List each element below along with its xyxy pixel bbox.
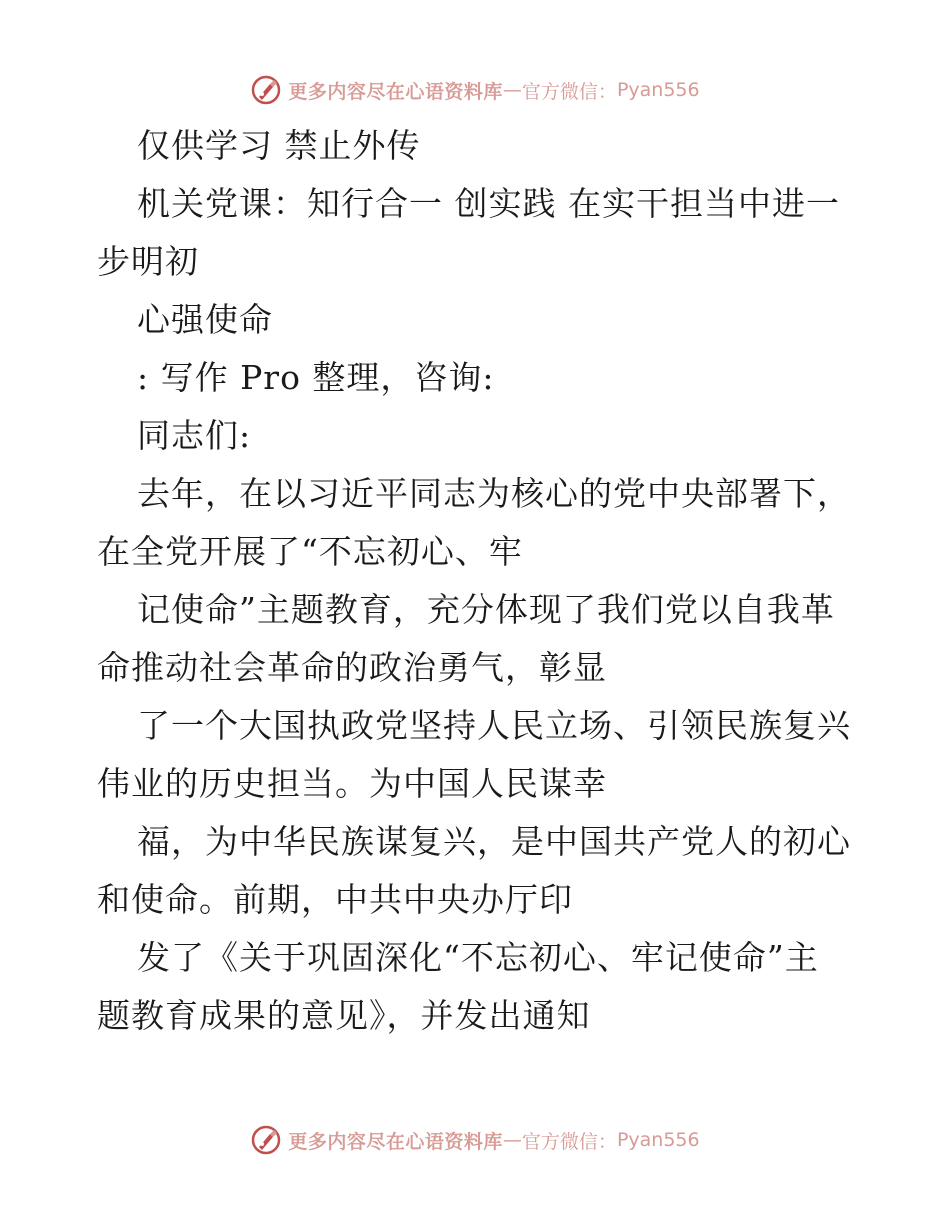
watermark-sub: 官方微信： — [521, 80, 617, 103]
doc-line: : 写作 Pro 整理，咨询: — [137, 358, 495, 397]
watermark-sub: 官方微信： — [521, 1130, 617, 1153]
doc-line: 心强使命 — [137, 300, 273, 339]
doc-line: 福，为中华民族谋复兴，是中国共产党人的初心 — [137, 822, 851, 861]
pen-logo-icon — [250, 74, 282, 106]
doc-line: 题教育成果的意见》，并发出通知 — [97, 996, 591, 1035]
watermark-text: 更多内容尽在心语资料库 — [288, 1130, 503, 1153]
doc-line: 在全党开展了“不忘初心、牢 — [97, 532, 523, 571]
doc-line: 伟业的历史担当。为中国人民谋幸 — [97, 764, 607, 803]
doc-line: 了一个大国执政党坚持人民立场、引领民族复兴 — [137, 706, 851, 745]
doc-line: 同志们: — [137, 416, 252, 455]
watermark-text: 更多内容尽在心语资料库 — [288, 80, 503, 103]
doc-line: 仅供学习 禁止外传 — [137, 126, 421, 165]
pen-logo-icon — [250, 1124, 282, 1156]
header-watermark — [0, 70, 950, 110]
document-body — [97, 117, 857, 1045]
doc-line: 步明初 — [97, 242, 199, 281]
doc-line: 和使命。前期，中共中央办厅印 — [97, 880, 573, 919]
doc-line: 命推动社会革命的政治勇气，彰显 — [97, 648, 607, 687]
footer-watermark — [0, 1120, 950, 1160]
watermark-id: Pyan556 — [616, 79, 700, 101]
doc-line: 去年，在以习近平同志为核心的党中央部署下， — [137, 474, 851, 513]
watermark-separator: — — [502, 79, 522, 101]
doc-line: 机关党课：知行合一 创实践 在实干担当中进一 — [137, 184, 840, 223]
doc-line: 发了《关于巩固深化“不忘初心、牢记使命”主 — [137, 938, 819, 977]
watermark-separator: — — [502, 1129, 522, 1151]
watermark-id: Pyan556 — [616, 1129, 700, 1151]
doc-line: 记使命”主题教育，充分体现了我们党以自我革 — [137, 590, 835, 629]
